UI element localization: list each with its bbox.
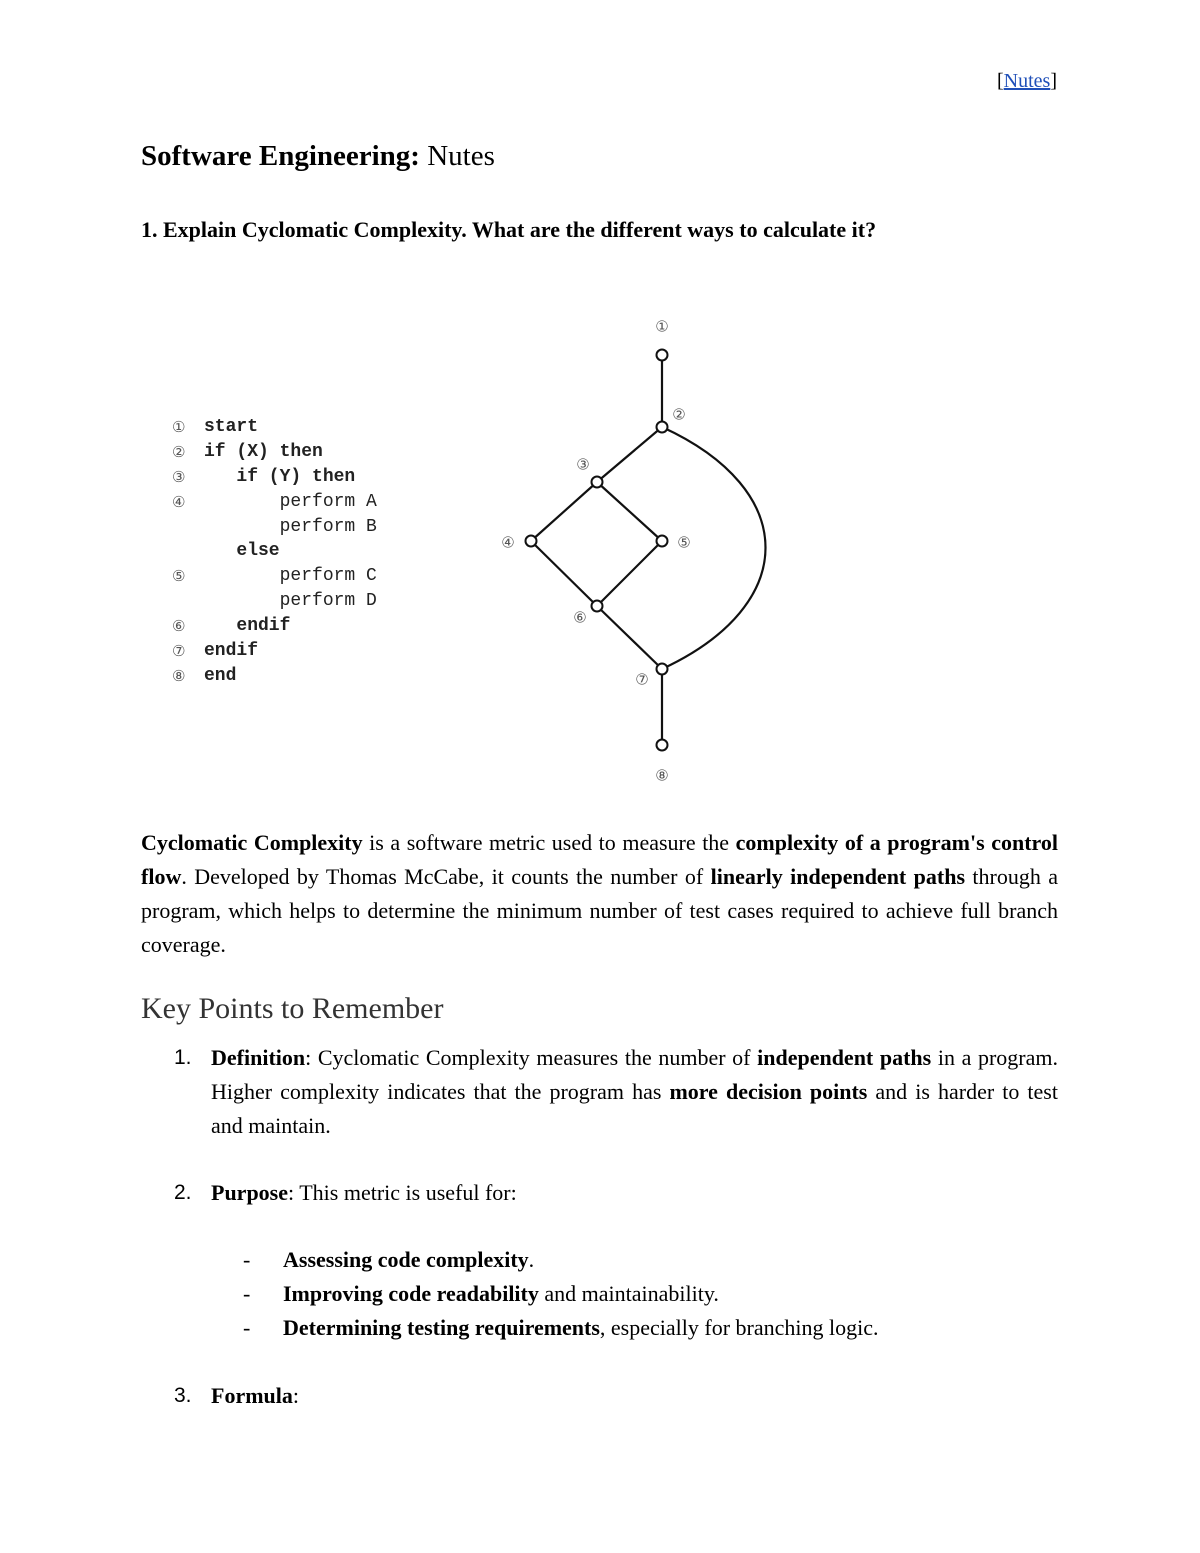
code-line: [172, 415, 377, 440]
close-bracket: ]: [1050, 70, 1057, 92]
code-line: [172, 490, 377, 515]
code-line-number: [172, 515, 204, 540]
code-line-number: [172, 589, 204, 614]
purpose-text: : This metric is useful for:: [288, 1180, 517, 1205]
bullet-dash: -: [243, 1281, 251, 1306]
graph-node-label: ①: [655, 317, 669, 336]
intro-paragraph: [141, 826, 1058, 962]
definition-text-1: : Cyclomatic Complexity measures the number of: [305, 1045, 758, 1070]
graph-node-label: ⑥: [573, 608, 587, 627]
code-line-text: perform C: [204, 566, 377, 587]
bullet-text: and maintainability.: [538, 1281, 719, 1306]
graph-edge: [597, 427, 662, 482]
bullet-bold: Improving code readability: [283, 1281, 539, 1306]
code-line: [172, 614, 377, 639]
graph-node: [592, 601, 603, 612]
bullet-dash: -: [243, 1315, 251, 1340]
bullet-bold: Assessing code complexity: [283, 1247, 529, 1272]
formula-text: :: [292, 1383, 300, 1408]
code-line-text: perform D: [204, 591, 377, 612]
intro-text-1: is a software metric used to measure the: [362, 830, 736, 855]
graph-node-label: ⑤: [677, 533, 691, 552]
code-line-text: else: [204, 541, 280, 562]
code-line-text: if (Y) then: [204, 466, 356, 487]
graph-node: [657, 350, 668, 361]
code-line-text: if (X) then: [204, 441, 323, 462]
section-heading: Key Points to Remember: [141, 992, 444, 1025]
code-line-text: endif: [204, 616, 291, 637]
purpose-label: Purpose: [211, 1180, 288, 1205]
title-bold: Software Engineering:: [141, 140, 420, 172]
title-normal: Nutes: [427, 140, 495, 172]
list-item-purpose: [141, 1176, 1058, 1210]
code-line: [172, 639, 377, 664]
header-nav: [997, 70, 1057, 93]
code-line-number: ⑥: [172, 617, 186, 636]
graph-node: [592, 477, 603, 488]
nutes-link[interactable]: Nutes: [1003, 70, 1051, 92]
bullet-item: [243, 1277, 719, 1311]
code-line-number: [172, 539, 204, 564]
graph-node: [657, 422, 668, 433]
graph-edge: [597, 541, 662, 606]
list-marker: 3.: [174, 1384, 192, 1407]
question-heading: 1. Explain Cyclomatic Complexity. What are the different ways to calculate it?: [141, 217, 877, 242]
code-line-number: ⑧: [172, 666, 186, 685]
page-title: [141, 140, 495, 173]
list-item-formula: [141, 1379, 1058, 1413]
graph-node-label: ②: [672, 405, 686, 424]
control-flow-graph: [480, 300, 780, 800]
code-line-number: ③: [172, 467, 186, 486]
graph-edge: [531, 482, 597, 541]
graph-node-label: ⑦: [635, 670, 649, 689]
open-bracket: [: [996, 70, 1004, 92]
graph-node: [657, 740, 668, 751]
code-line: [172, 664, 377, 689]
code-line: [172, 539, 377, 564]
graph-node-label: ⑧: [655, 766, 669, 785]
graph-node: [526, 536, 537, 547]
list-marker: 1.: [174, 1046, 192, 1069]
graph-node-label: ④: [501, 533, 515, 552]
code-line-text: end: [204, 665, 237, 686]
code-line-number: ②: [172, 442, 186, 461]
code-line-text: perform A: [204, 491, 377, 512]
code-line: [172, 589, 377, 614]
graph-node: [657, 664, 668, 675]
code-line-text: start: [204, 417, 259, 437]
code-line-number: ④: [172, 492, 186, 511]
bullet-item: [243, 1311, 879, 1345]
list-marker: 2.: [174, 1181, 192, 1204]
definition-text-3: and is harder to test and maintain.: [211, 1079, 1058, 1138]
code-line-text: perform B: [204, 516, 377, 537]
definition-bold-2: independent paths: [757, 1045, 932, 1070]
code-line: [172, 440, 377, 465]
intro-bold-1: Cyclomatic Complexity: [141, 830, 363, 855]
graph-edge: [531, 541, 597, 606]
definition-bold-3: more decision points: [669, 1079, 868, 1104]
list-item-definition: [141, 1041, 1058, 1143]
intro-bold-2: complexity of a program's control flow: [141, 830, 1059, 889]
bullet-dash: -: [243, 1247, 251, 1272]
graph-node-label: ③: [576, 455, 590, 474]
formula-label: Formula: [211, 1383, 293, 1408]
code-line: [172, 515, 377, 540]
bullet-item: [243, 1243, 534, 1277]
intro-bold-3: linearly independent paths: [710, 864, 966, 889]
bullet-text: .: [528, 1247, 535, 1272]
code-line: [172, 465, 377, 490]
bullet-text: , especially for branching logic.: [599, 1315, 879, 1340]
definition-text-2: in a program. Higher complexity indicates that the program has: [211, 1045, 1058, 1104]
intro-text-3: through a program, which helps to determine the minimum number of test cases required to achieve full branch coverage.: [141, 864, 1059, 957]
code-line-text: endif: [204, 641, 259, 662]
code-line-number: ⑤: [172, 567, 186, 586]
graph-edge: [597, 606, 662, 669]
code-line: [172, 564, 377, 589]
intro-text-2: . Developed by Thomas McCabe, it counts the number of: [181, 864, 711, 889]
bullet-bold: Determining testing requirements: [283, 1315, 600, 1340]
graph-edge: [597, 482, 662, 541]
code-line-number: ⑦: [172, 642, 186, 661]
definition-label: Definition: [211, 1045, 306, 1070]
code-listing: [172, 415, 377, 689]
code-line-number: ①: [172, 418, 186, 436]
graph-node: [657, 536, 668, 547]
